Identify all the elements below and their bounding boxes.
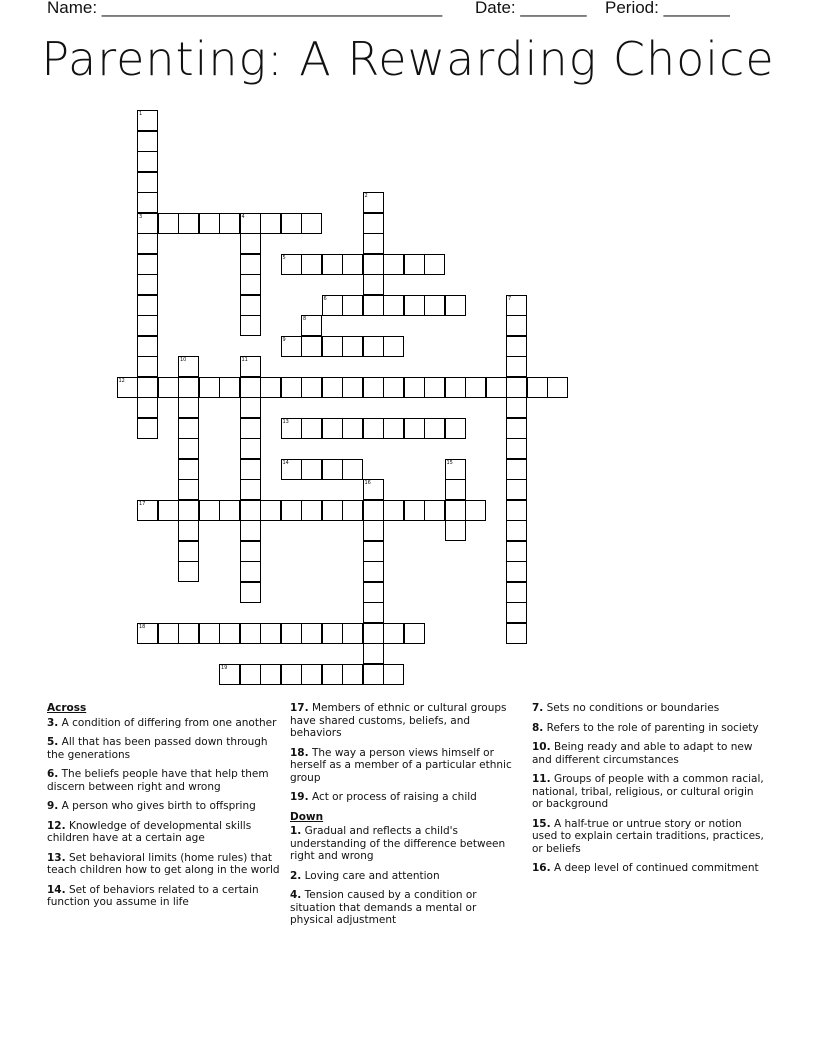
crossword-cell[interactable] [445,479,466,500]
crossword-cell[interactable] [363,295,384,316]
crossword-cell[interactable] [240,295,261,316]
crossword-cell[interactable] [445,418,466,439]
clue-item [47,852,282,877]
crossword-cell[interactable] [240,664,261,685]
crossword-cell[interactable] [240,479,261,500]
crossword-cell[interactable] [219,500,240,521]
crossword-cell[interactable] [322,459,343,480]
crossword-cell[interactable] [137,110,158,131]
clue-item-text: Refers to the role of parenting in society [546,721,759,734]
clue-number: 1 [139,111,143,117]
crossword-cell[interactable] [281,418,302,439]
clue-item [532,722,764,735]
crossword-cell[interactable] [137,356,158,377]
crossword-cell[interactable] [322,500,343,521]
crossword-cell[interactable] [301,336,322,357]
clue-item-text: A deep level of continued commitment [553,862,759,874]
crossword-cell[interactable] [158,213,179,234]
crossword-cell[interactable] [363,377,384,398]
crossword-cell[interactable] [178,438,199,459]
crossword-cell[interactable] [178,418,199,439]
crossword-cell[interactable] [240,520,261,541]
crossword-cell[interactable] [199,377,220,398]
crossword-cell[interactable] [424,295,445,316]
crossword-cell[interactable] [383,664,404,685]
crossword-cell[interactable] [137,192,158,213]
crossword-cell[interactable] [506,336,527,357]
crossword-cell[interactable] [506,418,527,439]
crossword-cell[interactable] [137,500,158,521]
crossword-cell[interactable] [281,500,302,521]
crossword-cell[interactable] [137,131,158,152]
crossword-cell[interactable] [199,500,220,521]
crossword-cell[interactable] [322,254,343,275]
crossword-cell[interactable] [363,561,384,582]
clue-item-text: The way a person views himself or herself as a member of a particular ethnic group [290,746,512,784]
crossword-cell[interactable] [342,336,363,357]
crossword-cell[interactable] [137,295,158,316]
clue-item [47,884,282,909]
clue-number: 16 [364,480,371,486]
clue-item-number: 3. [47,716,59,729]
clue-item-text: Gradual and reflects a child's understanding of the difference between right and wrong [290,825,506,862]
crossword-cell[interactable] [506,295,527,316]
crossword-cell[interactable] [219,213,240,234]
clue-item-text: The beliefs people have that help them discern between right and wrong [47,768,269,793]
crossword-cell[interactable] [178,459,199,480]
crossword-cell[interactable] [342,254,363,275]
clue-item-number: 12. [47,819,66,832]
crossword-cell[interactable] [322,336,343,357]
crossword-cell[interactable] [506,561,527,582]
crossword-cell[interactable] [383,336,404,357]
crossword-cell[interactable] [301,459,322,480]
crossword-cell[interactable] [465,377,486,398]
clue-item-number: 16. [532,862,551,874]
crossword-cell[interactable] [363,664,384,685]
crossword-cell[interactable] [137,315,158,336]
crossword-cell[interactable] [158,500,179,521]
crossword-cell[interactable] [240,541,261,562]
clue-item-number: 4. [290,889,302,901]
clue-number: 9 [282,336,286,343]
crossword-cell[interactable] [547,377,568,398]
clue-item-text: Tension caused by a condition or situation that demands a mental or physical adjustment [290,889,477,926]
crossword-cell[interactable] [322,664,343,685]
crossword-cell[interactable] [158,377,179,398]
crossword-cell[interactable] [424,500,445,521]
crossword-cell[interactable] [465,500,486,521]
clue-item-number: 17. [290,702,309,714]
crossword-cell[interactable] [527,377,548,398]
crossword-cell[interactable] [301,254,322,275]
crossword-cell[interactable] [240,582,261,603]
clue-number: 2 [364,193,368,199]
clue-number: 5 [282,254,286,261]
clue-item [47,717,282,730]
clue-item-text: Sets no conditions or boundaries [546,702,720,714]
crossword-cell[interactable] [137,233,158,254]
crossword-cell[interactable] [383,623,404,644]
crossword-cell[interactable] [424,418,445,439]
crossword-cell[interactable] [281,254,302,275]
crossword-cell[interactable] [445,500,466,521]
crossword-cell[interactable] [178,500,199,521]
crossword-cell[interactable] [404,418,425,439]
crossword-cell[interactable] [240,377,261,398]
clue-item-text: Set of behaviors related to a certain function you assume in life [47,883,259,908]
crossword-cell[interactable] [383,254,404,275]
clue-number: 18 [139,623,146,630]
clue-item-text: A half-true or untrue story or notion used to explain certain traditions, practices, or beliefs [532,817,764,855]
clue-item [47,768,282,793]
page-title: Parenting: A Rewarding Choice [41,32,775,86]
clue-number: 4 [241,213,245,220]
crossword-cell[interactable] [260,213,281,234]
crossword-cell[interactable] [178,377,199,398]
clue-number: 12 [118,377,125,384]
crossword-cell[interactable] [342,459,363,480]
crossword-cell[interactable] [506,541,527,562]
crossword-cell[interactable] [322,623,343,644]
clue-item-text: Act or process of raising a child [311,791,477,803]
name-field[interactable]: Name: ____________________________________ [47,0,443,17]
clue-item [47,800,282,813]
crossword-cell[interactable] [137,213,158,234]
clue-item-text: A condition of differing from one another [61,716,277,729]
across-clues-col2 [290,702,522,934]
clue-number: 11 [241,357,248,363]
crossword-cell[interactable] [281,623,302,644]
crossword-cell[interactable] [219,623,240,644]
clue-number: 15 [446,459,453,466]
crossword-cell[interactable] [240,623,261,644]
crossword-cell[interactable] [506,602,527,623]
clue-item [47,736,282,761]
crossword-cell[interactable] [445,295,466,316]
crossword-cell[interactable] [322,295,343,316]
crossword-cell[interactable] [404,377,425,398]
crossword-cell[interactable] [506,479,527,500]
clue-item [532,773,764,811]
crossword-cell[interactable] [363,520,384,541]
clue-item-text: All that has been passed down through the generations [47,736,268,761]
clue-item-number: 14. [47,883,66,896]
crossword-cell[interactable] [137,274,158,295]
crossword-cell[interactable] [363,213,384,234]
crossword-cell[interactable] [342,377,363,398]
crossword-cell[interactable] [260,623,281,644]
clue-item-number: 18. [290,746,309,759]
clue-item [532,702,764,715]
clue-number: 7 [508,295,512,302]
clue-item-text: Knowledge of developmental skills children have at a certain age [47,819,252,844]
clue-item-number: 6. [47,768,59,780]
crossword-cell[interactable] [506,459,527,480]
crossword-cell[interactable] [240,274,261,295]
crossword-cell[interactable] [137,418,158,439]
crossword-cell[interactable] [260,664,281,685]
crossword-cell[interactable] [178,561,199,582]
clue-item [290,889,522,927]
crossword-cell[interactable] [363,582,384,603]
crossword-cell[interactable] [178,213,199,234]
period-field[interactable]: Period: _______ [605,0,730,17]
clue-item-number: 13. [47,851,66,864]
crossword-cell[interactable] [342,623,363,644]
clue-item-number: 10. [532,741,551,753]
crossword-cell[interactable] [281,377,302,398]
crossword-cell[interactable] [506,438,527,459]
crossword-cell[interactable] [301,377,322,398]
crossword-cell[interactable] [363,233,384,254]
crossword-cell[interactable] [506,377,527,398]
clue-item-text: Members of ethnic or cultural groups have shared customs, beliefs, and behaviors [290,702,507,739]
crossword-cell[interactable] [301,213,322,234]
crossword-cell[interactable] [363,643,384,664]
crossword-cell[interactable] [158,623,179,644]
crossword-cell[interactable] [219,377,240,398]
clue-item [290,747,522,785]
crossword-cell[interactable] [363,623,384,644]
crossword-cell[interactable] [445,520,466,541]
down-heading: Down [290,810,324,823]
crossword-cell[interactable] [137,623,158,644]
crossword-cell[interactable] [445,377,466,398]
clue-item-text: Groups of people with a common racial, national, tribal, religious, or cultural origin or background [532,773,764,810]
clue-item [290,791,522,804]
crossword-cell[interactable] [424,377,445,398]
crossword-cell[interactable] [178,520,199,541]
crossword-cell[interactable] [404,295,425,316]
crossword-cell[interactable] [260,500,281,521]
crossword-cell[interactable] [178,479,199,500]
crossword-cell[interactable] [342,500,363,521]
clue-item-number: 7. [532,702,544,714]
date-field[interactable]: Date: _______ [475,0,587,17]
crossword-cell[interactable] [199,623,220,644]
crossword-cell[interactable] [363,500,384,521]
crossword-cell[interactable] [363,274,384,295]
crossword-cell[interactable] [301,315,322,336]
clue-item-number: 15. [532,817,551,830]
crossword-cell[interactable] [506,582,527,603]
crossword-cell[interactable] [240,254,261,275]
crossword-cell[interactable] [301,664,322,685]
clue-number: 3 [139,213,143,220]
crossword-cell[interactable] [281,213,302,234]
crossword-cell[interactable] [486,377,507,398]
crossword-cell[interactable] [199,213,220,234]
crossword-cell[interactable] [424,254,445,275]
across-heading: Across [47,702,87,714]
clue-item-number: 2. [290,869,302,882]
crossword-cell[interactable] [240,356,261,377]
clue-item-number: 9. [47,800,59,812]
crossword-cell[interactable] [506,397,527,418]
crossword-cell[interactable] [260,377,281,398]
crossword-cell[interactable] [240,418,261,439]
crossword-cell[interactable] [178,397,199,418]
crossword-cell[interactable] [322,377,343,398]
crossword-cell[interactable] [363,192,384,213]
crossword-cell[interactable] [178,623,199,644]
crossword-cell[interactable] [240,459,261,480]
crossword-cell[interactable] [342,664,363,685]
crossword-cell[interactable] [301,623,322,644]
crossword-cell[interactable] [363,418,384,439]
clue-item [532,862,764,875]
crossword-cell[interactable] [383,295,404,316]
crossword-cell[interactable] [363,541,384,562]
crossword-cell[interactable] [137,377,158,398]
crossword-cell[interactable] [383,377,404,398]
crossword-cell[interactable] [240,500,261,521]
crossword-cell[interactable] [445,459,466,480]
clue-item [290,870,522,883]
crossword-cell[interactable] [240,315,261,336]
crossword-cell[interactable] [363,602,384,623]
crossword-cell[interactable] [322,418,343,439]
crossword-cell[interactable] [301,500,322,521]
across-clues-col1 [47,702,282,916]
clue-item [47,820,282,845]
crossword-cell[interactable] [281,459,302,480]
crossword-cell[interactable] [506,356,527,377]
clue-number: 14 [282,459,289,466]
crossword-cell[interactable] [506,623,527,644]
clue-item [532,741,764,766]
crossword-cell[interactable] [342,295,363,316]
crossword-cell[interactable] [404,623,425,644]
crossword-cell[interactable] [281,336,302,357]
crossword-cell[interactable] [383,418,404,439]
crossword-cell[interactable] [281,664,302,685]
clue-item-number: 11. [532,773,551,785]
crossword-cell[interactable] [137,151,158,172]
clue-number: 17 [139,500,146,507]
clue-number: 19 [221,664,228,671]
crossword-cell[interactable] [363,254,384,275]
crossword-cell[interactable] [240,438,261,459]
clue-item-text: Loving care and attention [304,869,440,882]
crossword-cell[interactable] [178,356,199,377]
clue-number: 8 [303,316,307,322]
clue-item [290,825,522,863]
crossword-cell[interactable] [404,254,425,275]
clue-item [290,702,522,740]
clue-item-number: 5. [47,736,59,748]
crossword-cell[interactable] [137,172,158,193]
clue-number: 10 [180,357,187,363]
clue-item-number: 8. [532,721,544,734]
crossword-cell[interactable] [404,500,425,521]
crossword-cell[interactable] [137,254,158,275]
crossword-cell[interactable] [383,500,404,521]
crossword-cell[interactable] [178,541,199,562]
crossword-cell[interactable] [219,664,240,685]
clue-number: 13 [282,418,289,425]
crossword-cell[interactable] [117,377,138,398]
crossword-cell[interactable] [137,336,158,357]
clue-number: 6 [323,295,327,302]
clue-item-text: Being ready and able to adapt to new and different circumstances [532,741,753,766]
crossword-cell[interactable] [137,397,158,418]
crossword-cell[interactable] [240,561,261,582]
crossword-cell[interactable] [363,336,384,357]
clue-item-number: 19. [290,791,309,803]
down-clues-col3 [532,702,764,882]
crossword-cell[interactable] [506,520,527,541]
crossword-cell[interactable] [506,500,527,521]
crossword-cell[interactable] [301,418,322,439]
clue-item-text: A person who gives birth to offspring [61,800,256,812]
crossword-cell[interactable] [240,397,261,418]
crossword-cell[interactable] [506,315,527,336]
clue-item [532,818,764,856]
crossword-cell[interactable] [342,418,363,439]
clue-item-text: Set behavioral limits (home rules) that teach children how to get along in the world [47,851,280,876]
crossword-cell[interactable] [363,479,384,500]
clue-item-number: 1. [290,825,302,837]
crossword-cell[interactable] [240,233,261,254]
crossword-cell[interactable] [240,213,261,234]
